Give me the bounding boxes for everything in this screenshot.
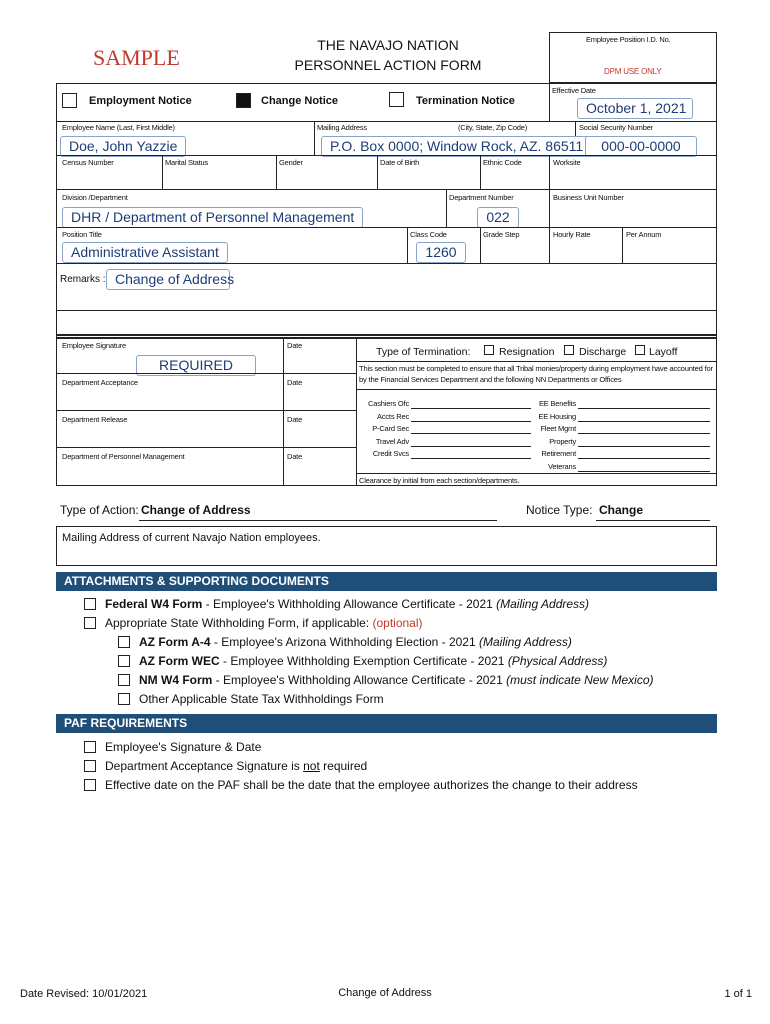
worksite-label: Worksite xyxy=(553,158,581,167)
clearance-right-item: Fleet Mgmt xyxy=(540,424,576,433)
gender-label: Gender xyxy=(279,158,303,167)
checkbox-icon[interactable] xyxy=(84,598,96,610)
mailing-address-label: Mailing Address xyxy=(317,123,367,132)
action-description: Mailing Address of current Navajo Nation employees. xyxy=(62,532,321,544)
class-code-field[interactable]: 1260 xyxy=(416,242,466,263)
mailing-address-field[interactable]: P.O. Box 0000; Window Rock, AZ. 86511 xyxy=(321,136,592,157)
dept-acceptance-label: Department Acceptance xyxy=(62,378,138,387)
employee-signature-label: Employee Signature xyxy=(62,341,126,350)
clearance-right-line[interactable] xyxy=(578,408,710,409)
clearance-right-item: Property xyxy=(549,436,576,446)
paf-item-signature[interactable]: Employee's Signature & Date xyxy=(84,740,261,754)
division-field[interactable]: DHR / Department of Personnel Management xyxy=(62,207,363,228)
dept-acceptance-date-label: Date xyxy=(287,378,303,387)
clearance-right-item: Retirement xyxy=(541,449,576,458)
dept-number-label: Department Number xyxy=(449,193,514,202)
clearance-right-item: Veterans xyxy=(547,461,576,471)
sample-stamp: SAMPLE xyxy=(93,45,180,70)
notice-type-value[interactable]: Change xyxy=(599,503,644,517)
clearance-left-line[interactable] xyxy=(411,421,531,422)
attachment-federal-w4[interactable]: Federal W4 Form - Employee's Withholding Allowance Certificate - 2021 (Mailing Address) xyxy=(84,597,589,611)
termination-notice-checkbox[interactable] xyxy=(389,92,404,107)
position-title-label: Position Title xyxy=(62,230,102,239)
checkbox-icon[interactable] xyxy=(118,636,130,648)
employee-name-field[interactable]: Doe, John Yazzie xyxy=(60,136,186,157)
employee-signature-required[interactable]: REQUIRED xyxy=(136,355,256,376)
attachment-state-withholding[interactable]: Appropriate State Withholding Form, if applicable: (optional) xyxy=(84,616,423,630)
employment-notice-checkbox[interactable] xyxy=(62,93,77,108)
clearance-right-item: EE Housing xyxy=(538,411,576,421)
employee-signature-date-label: Date xyxy=(287,341,303,350)
dpm-date-label: Date xyxy=(287,452,303,461)
per-annum-label: Per Annum xyxy=(626,230,662,239)
clearance-right-line[interactable] xyxy=(578,446,710,447)
class-code-label: Class Code xyxy=(410,230,447,239)
ssn-label: Social Security Number xyxy=(579,123,653,132)
footer-page-number: 1 of 1 xyxy=(724,988,752,1000)
resignation-checkbox[interactable] xyxy=(484,345,494,355)
hourly-rate-label: Hourly Rate xyxy=(553,230,591,239)
dept-number-field[interactable]: 022 xyxy=(477,207,519,228)
checkbox-icon[interactable] xyxy=(84,760,96,772)
clearance-left-item: Credit Svcs xyxy=(372,449,409,458)
layoff-checkbox[interactable] xyxy=(635,345,645,355)
business-unit-label: Business Unit Number xyxy=(553,193,624,202)
discharge-checkbox[interactable] xyxy=(564,345,574,355)
attachment-other-state[interactable]: Other Applicable State Tax Withholdings Form xyxy=(118,692,384,706)
effective-date-label: Effective Date xyxy=(552,86,596,95)
dpm-use-only: DPM USE ONLY xyxy=(604,67,662,76)
termination-notice-label: Termination Notice xyxy=(416,95,515,107)
layoff-label: Layoff xyxy=(649,346,678,358)
clearance-right-line[interactable] xyxy=(578,433,710,434)
clearance-left-item: Cashiers Ofc xyxy=(368,399,409,408)
dpm-signature-label: Department of Personnel Management xyxy=(62,452,185,461)
form-title-line1: THE NAVAJO NATION xyxy=(317,37,459,53)
clearance-note: Clearance by initial from each section/departments. xyxy=(359,476,520,485)
attachment-az-wec[interactable]: AZ Form WEC - Employee Withholding Exemption Certificate - 2021 (Physical Address) xyxy=(118,654,607,668)
type-of-action-value[interactable]: Change of Address xyxy=(141,503,251,517)
remarks-field[interactable]: Change of Address xyxy=(106,269,230,290)
footer-date-revised: Date Revised: 10/01/2021 xyxy=(20,988,148,1000)
change-notice-label: Change Notice xyxy=(261,95,339,107)
dob-label: Date of Birth xyxy=(380,158,420,167)
ethnic-label: Ethnic Code xyxy=(483,158,522,167)
clearance-left-line[interactable] xyxy=(411,446,531,447)
clearance-left-line[interactable] xyxy=(411,408,531,409)
clearance-right-line[interactable] xyxy=(578,471,710,472)
division-label: Division /Department xyxy=(62,193,128,202)
notice-type-label: Notice Type: xyxy=(526,503,593,517)
checkbox-icon[interactable] xyxy=(84,779,96,791)
dept-release-date-label: Date xyxy=(287,415,303,424)
checkbox-icon[interactable] xyxy=(84,741,96,753)
termination-type-label: Type of Termination: xyxy=(376,346,471,358)
checkbox-icon[interactable] xyxy=(118,674,130,686)
dept-release-label: Department Release xyxy=(62,415,128,424)
footer-title: Change of Address xyxy=(338,987,432,999)
clearance-right-line[interactable] xyxy=(578,458,710,459)
grade-step-label: Grade Step xyxy=(483,230,520,239)
checkbox-icon[interactable] xyxy=(84,617,96,629)
resignation-label: Resignation xyxy=(499,346,555,358)
effective-date-field[interactable]: October 1, 2021 xyxy=(577,98,693,119)
form-title-line2: PERSONNEL ACTION FORM xyxy=(294,57,482,73)
city-state-zip-label: (City, State, Zip Code) xyxy=(458,123,528,132)
remarks-label: Remarks : xyxy=(60,274,106,285)
paf-requirements-heading: PAF REQUIREMENTS xyxy=(56,714,717,733)
clearance-left-line[interactable] xyxy=(411,458,531,459)
position-id-label: Employee Position I.D. No. xyxy=(586,35,671,44)
discharge-label: Discharge xyxy=(579,346,627,358)
paf-item-effective-date[interactable]: Effective date on the PAF shall be the date that the employee authorizes the change to their address xyxy=(84,778,638,792)
checkbox-icon[interactable] xyxy=(118,693,130,705)
type-of-action-label: Type of Action: xyxy=(60,503,139,517)
clearance-right-item: EE Benefits xyxy=(539,399,576,408)
change-notice-checkbox[interactable] xyxy=(236,93,251,108)
clearance-left-line[interactable] xyxy=(411,433,531,434)
paf-item-dept-acceptance[interactable]: Department Acceptance Signature is not required xyxy=(84,759,367,773)
clearance-left-item: Accts Rec xyxy=(377,411,409,421)
checkbox-icon[interactable] xyxy=(118,655,130,667)
employment-notice-label: Employment Notice xyxy=(89,95,192,107)
marital-label: Marital Status xyxy=(165,158,209,167)
attachment-nm-w4[interactable]: NM W4 Form - Employee's Withholding Allowance Certificate - 2021 (must indicate New Mexico) xyxy=(118,673,653,687)
clearance-right-line[interactable] xyxy=(578,421,710,422)
position-title-field[interactable]: Administrative Assistant xyxy=(62,242,228,263)
termination-note: This section must be completed to ensure that all Tribal monies/property during employment have accounted for by the Financial Services Department and the following NN Departments or Offices xyxy=(359,364,713,384)
attachment-az-a4[interactable]: AZ Form A-4 - Employee's Arizona Withholding Election - 2021 (Mailing Address) xyxy=(118,635,572,649)
employee-name-label: Employee Name (Last, First Middle) xyxy=(62,123,175,132)
clearance-left-item: Travel Adv xyxy=(375,436,409,446)
attachments-heading: ATTACHMENTS & SUPPORTING DOCUMENTS xyxy=(56,572,717,591)
clearance-left-item: P-Card Sec xyxy=(372,424,409,433)
ssn-field[interactable]: 000-00-0000 xyxy=(585,136,697,157)
census-label: Census Number xyxy=(62,158,114,167)
